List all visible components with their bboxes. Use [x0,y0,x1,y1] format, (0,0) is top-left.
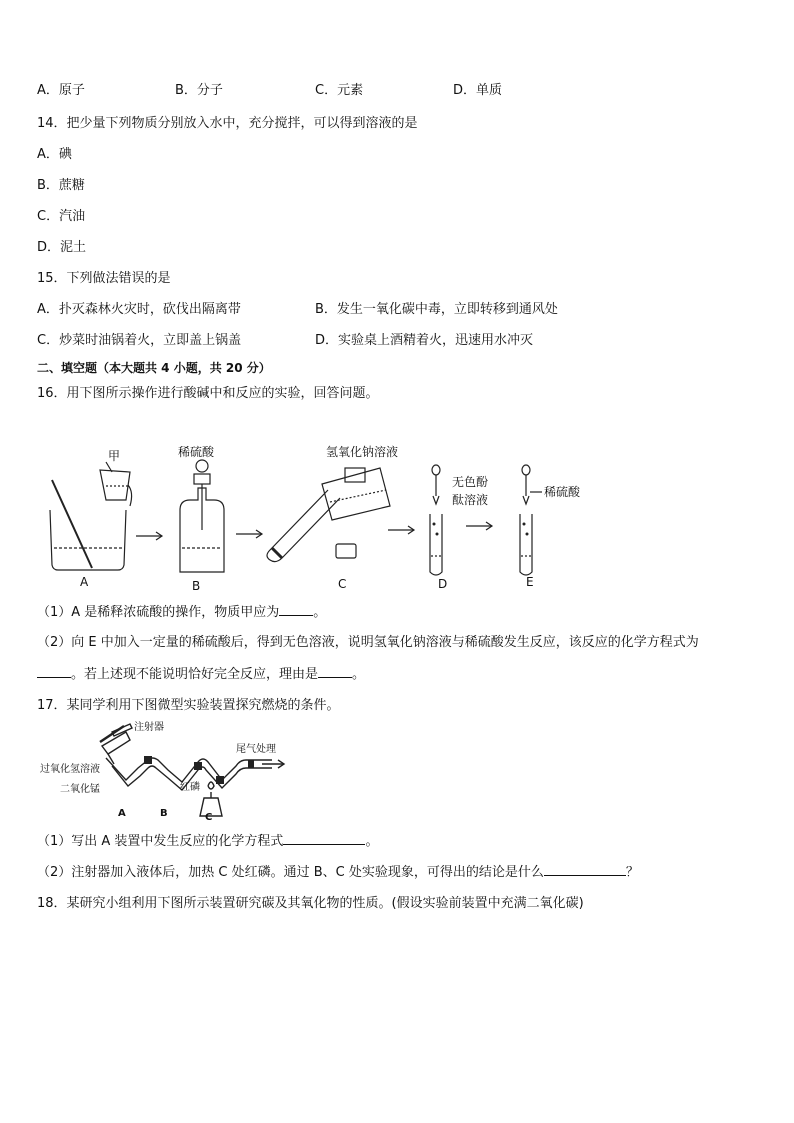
q16-part1 [37,603,326,622]
label-mno2: 二氧化锰 [60,784,100,795]
q15-stem: 15．下列做法错误的是 [37,271,171,286]
q16-part1-blank[interactable] [279,603,313,616]
q17-part1-end: 。 [365,834,379,849]
q13-option-c: C．元素 [315,83,364,98]
q14-option-b: B．蔗糖 [37,178,85,193]
q15-option-d: D．实验桌上酒精着火，迅速用水冲灭 [315,333,534,348]
q16-part2-cont [37,665,365,684]
q14-stem: 14．把少量下列物质分别放入水中，充分搅拌，可以得到溶液的是 [37,116,418,131]
q17-stem: 17．某同学利用下图微型实验装置探究燃烧的条件。 [37,698,340,713]
label-red-phosphorus: 红磷 [180,782,200,793]
q13-option-a: A．原子 [37,83,85,98]
section-title: 二、填空题（本大题共 4 小题，共 20 分） [37,361,271,375]
q16-part1-text: （1）A 是稀释浓硫酸的操作，物质甲应为 [37,605,280,620]
letter-c: C [205,812,213,822]
q13-option-d: D．单质 [453,83,503,98]
letter-c: C [338,577,347,591]
q16-part2: （2）向 E 中加入一定量的稀硫酸后，得到无色溶液，说明氢氧化钠溶液与稀硫酸发生反应，该反应的化学方程式为 [37,635,699,650]
q14-option-a: A．碘 [37,147,72,162]
label-phenolphthalein-2: 酞溶液 [452,493,489,507]
q16-reason-blank[interactable] [318,665,352,678]
letter-b: B [192,579,201,592]
label-tail-gas: 尾气处理 [236,744,276,755]
q16-part2-reason: 。若上述现不能说明恰好完全反应，理由是 [71,667,319,682]
label-jia: 甲 [108,449,121,463]
q18-stem: 18．某研究小组利用下图所示装置研究碳及其氧化物的性质。(假设实验前装置中充满二氧化碳) [37,896,584,911]
letter-e: E [526,575,534,589]
q16-part2-end: 。 [352,667,366,682]
label-dilute-sulfuric-acid: 稀硫酸 [178,445,215,459]
q17-part1-text: （1）写出 A 装置中发生反应的化学方程式 [37,834,284,849]
q17-figure [40,720,300,822]
q17-part1-blank[interactable] [283,832,365,845]
label-dilute-sulfuric-acid-2: 稀硫酸 [544,485,581,499]
letter-a: A [118,808,126,819]
q16-figure [40,440,600,592]
label-syringe: 注射器 [134,722,164,733]
q17-part1 [37,832,378,851]
q16-equation-blank[interactable] [37,665,71,678]
letter-a: A [80,575,89,589]
q16-part1-end: 。 [313,605,327,620]
label-h2o2: 过氧化氢溶液 [40,764,100,775]
q13-option-b: B．分子 [175,83,223,98]
q17-part2-blank[interactable] [544,863,626,876]
q17-part2-text: （2）注射器加入液体后，加热 C 处红磷。通过 B、C 处实验现象，可得出的结论是什么 [37,865,544,880]
q17-part2-end: ？ [625,865,639,880]
q17-part2 [37,863,639,882]
q15-option-b: B．发生一氧化碳中毒，立即转移到通风处 [315,302,558,317]
label-naoh-solution: 氢氧化钠溶液 [326,445,399,459]
letter-b: B [160,808,168,819]
label-phenolphthalein-1: 无色酚 [452,475,489,489]
q15-option-a: A．扑灭森林火灾时，砍伐出隔离带 [37,302,241,317]
q15-option-c: C．炒菜时油锅着火，立即盖上锅盖 [37,333,242,348]
letter-d: D [438,577,448,591]
q14-option-c: C．汽油 [37,209,86,224]
q14-option-d: D．泥土 [37,240,87,255]
q16-stem: 16．用下图所示操作进行酸碱中和反应的实验，回答问题。 [37,386,379,401]
